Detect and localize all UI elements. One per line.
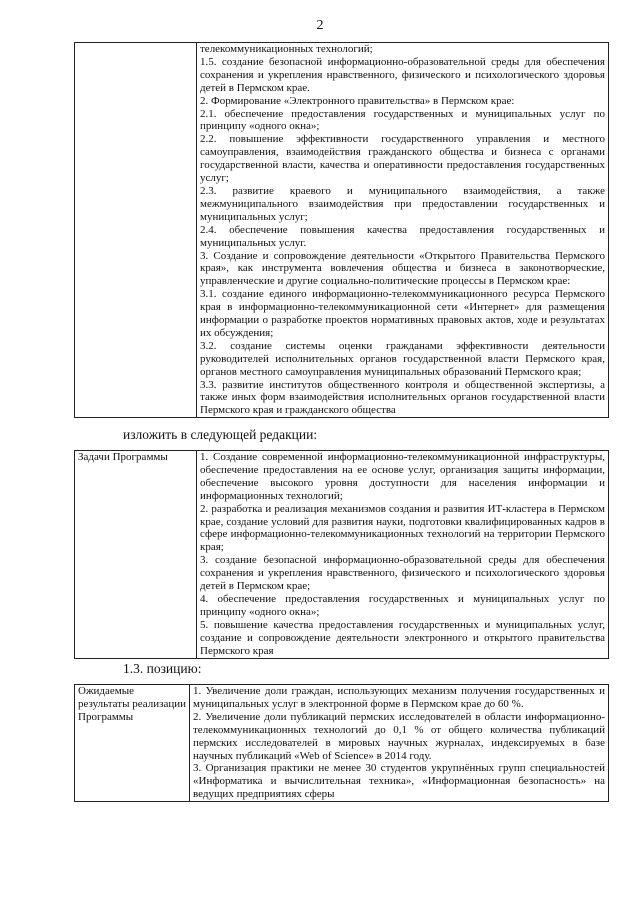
list-item: 2.3. развитие краевого и муниципального взаимодействия, а также межмуниципального взаимодействия при предоставлении государственных и муниципальных услуг; (200, 184, 605, 223)
list-item: 2.1. обеспечение предоставления государственных и муниципальных услуг по принципу «одного окна»; (200, 107, 605, 133)
table-right-cell (197, 451, 609, 659)
page-number: 2 (316, 18, 324, 33)
list-item: 1.5. создание безопасной информационно-образовательной среды для обеспечения сохранения и укрепления нравственного, физического и психологического здоровья детей в Пермском крае. (200, 55, 605, 94)
list-item: 3. создание безопасной информационно-образовательной среды для обеспечения сохранения и укрепления нравственного, физического и психологического здоровья детей в Пермском крае; (200, 554, 605, 593)
list-item: 2.2. повышение эффективности государственного управления и местного самоуправления, взаимодействия гражданского общества и бизнеса с органами государственной власти, качества и оперативности предоставления государственных услуг; (200, 133, 605, 185)
program-tasks-table (74, 450, 609, 659)
expected-results-table (74, 684, 609, 802)
table-left-cell (75, 43, 197, 418)
list-item: 3. Создание и сопровождение деятельности «Открытого Правительства Пермского края», как инструмента вовлечения общества и бизнеса в законотворческие, управленческие и другие социально-политические процессы в Пермском крае: (200, 249, 605, 288)
list-item: 1. Создание современной информационно-телекоммуникационной инфраструктуры, обеспечение предоставления на ее основе услуг, организация защиты информации, обеспечение высокого уровня доступности для населения информации и информационных технологий; (200, 451, 605, 502)
list-item: 5. повышение качества предоставления государственных и муниципальных услуг, создание и сопровождение деятельности электронного и открытого правительства Пермского края (200, 618, 605, 657)
table-row (75, 685, 609, 802)
list-item: 2. Увеличение доли публикаций пермских исследователей в области информационно-телекоммуникационных технологий до 0,1 % от общего количества публикаций пермских исследователей в мировых научных журналах, индексируемых в базе научных публикаций «Web of Science» в 2014 году. (193, 710, 605, 762)
list-item: 3.1. создание единого информационно-телекоммуникационного ресурса Пермского края в информационно-телекоммуникационной сети «Интернет» для размещения информации о разработке проектов нормативных правовых актов, ходе и результатах их обсуждения; (200, 288, 605, 339)
list-item: телекоммуникационных технологий; (200, 43, 373, 55)
list-item: 2. Формирование «Электронного правительства» в Пермском крае: (200, 94, 515, 107)
position-text: 1.3. позицию: (123, 661, 202, 676)
table-left-cell: Ожидаемые результаты реализации Программы (75, 685, 190, 802)
list-item: 3. Организация практики не менее 30 студентов укрупнённых групп специальностей «Информатика и вычислительная техника», «Информационная безопасность» на ведущих предприятиях сферы (193, 762, 605, 801)
table-left-cell: Задачи Программы (75, 451, 197, 659)
list-item: 3.3. развитие институтов общественного контроля и общественной экспертизы, а также иных форм взаимодействия исполнительных органов государственной власти Пермского края и гражданского общества (200, 378, 605, 417)
table-right-cell (197, 43, 609, 418)
table-row (75, 43, 609, 418)
list-item: 2.4. обеспечение повышения качества предоставления государственных и муниципальных услуг. (200, 223, 605, 249)
list-item: 1. Увеличение доли граждан, использующих механизм получения государственных и муниципальных услуг в электронной форме в Пермском крае до 60 %. (193, 685, 605, 710)
list-item: 2. разработка и реализация механизмов создания и развития ИТ-кластера в Пермском крае, создание условий для развития науки, подготовки квалифицированных кадров в сфере информационно-телекоммуникационных технологий на территории Пермского края; (200, 502, 605, 554)
instruction-text: изложить в следующей редакции: (123, 427, 318, 442)
list-item: 3.2. создание системы оценки гражданами эффективности деятельности руководителей исполнительных органов государственной власти Пермского края, органов местного самоуправления муниципальных образований Пермского края; (200, 339, 605, 378)
table-row (75, 451, 609, 659)
table-right-cell (190, 685, 609, 802)
list-item: 4. обеспечение предоставления государственных и муниципальных услуг по принципу «одного окна»; (200, 592, 605, 618)
previous-text-table (74, 42, 609, 418)
